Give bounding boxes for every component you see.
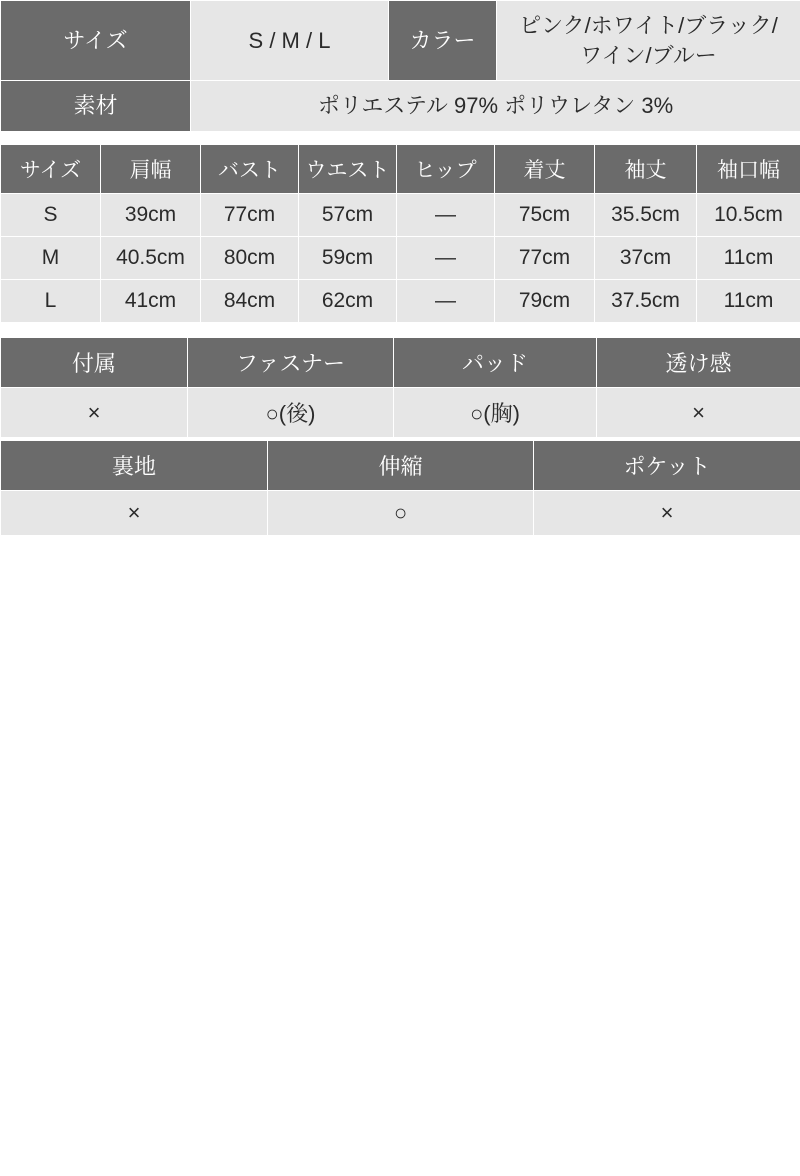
measurement-cell-sleeve: 37.5cm: [595, 280, 697, 323]
measurement-table: [0, 144, 800, 323]
measurement-cell-hip: ―: [397, 237, 495, 280]
attribute-value-pad: ○(胸): [394, 388, 597, 438]
spec-color-value: [497, 1, 800, 81]
attribute-value-stretch: ○: [268, 491, 534, 536]
attribute-value-lining: ×: [1, 491, 268, 536]
measurement-header-hip: ヒップ: [397, 145, 495, 194]
attribute-value-zipper: ○(後): [188, 388, 394, 438]
attribute-header-pad: パッド: [394, 338, 597, 388]
spec-size-value: S / M / L: [191, 1, 389, 81]
bottom-whitespace: [0, 536, 800, 1176]
measurement-cell-waist: 62cm: [299, 280, 397, 323]
spec-color-label: カラー: [389, 1, 497, 81]
table-row: [1, 280, 800, 323]
attribute-header-sheerness: 透け感: [597, 338, 800, 388]
spec-material-label: 素材: [1, 81, 191, 132]
spec-size-label: サイズ: [1, 1, 191, 81]
attribute-value-accessory: ×: [1, 388, 188, 438]
table-row: [1, 388, 800, 438]
measurement-header-cuff: 袖口幅: [697, 145, 800, 194]
measurement-cell-shoulder: 41cm: [101, 280, 201, 323]
attribute-value-pocket: ×: [534, 491, 800, 536]
spec-table: [0, 0, 800, 132]
table-header-row: [1, 145, 800, 194]
measurement-header-bust: バスト: [201, 145, 299, 194]
attributes-table: [0, 337, 800, 438]
measurement-cell-cuff: 10.5cm: [697, 194, 800, 237]
measurement-cell-bust: 80cm: [201, 237, 299, 280]
measurement-cell-size: L: [1, 280, 101, 323]
attribute-value-sheerness: ×: [597, 388, 800, 438]
table-row: [1, 81, 800, 132]
measurement-cell-size: M: [1, 237, 101, 280]
measurement-header-size: サイズ: [1, 145, 101, 194]
attributes-table-secondary: [0, 440, 800, 536]
measurement-cell-waist: 59cm: [299, 237, 397, 280]
measurement-header-sleeve: 袖丈: [595, 145, 697, 194]
table-header-row: [1, 338, 800, 388]
measurement-cell-hip: ―: [397, 194, 495, 237]
measurement-cell-length: 77cm: [495, 237, 595, 280]
table-row: [1, 237, 800, 280]
attribute-header-stretch: 伸縮: [268, 441, 534, 491]
spec-color-value-line1: ピンク/ホワイト/ブラック/: [519, 13, 778, 38]
measurement-cell-bust: 77cm: [201, 194, 299, 237]
attribute-header-zipper: ファスナー: [188, 338, 394, 388]
measurement-cell-hip: ―: [397, 280, 495, 323]
measurement-cell-shoulder: 39cm: [101, 194, 201, 237]
attribute-header-pocket: ポケット: [534, 441, 800, 491]
measurement-header-shoulder: 肩幅: [101, 145, 201, 194]
measurement-cell-cuff: 11cm: [697, 280, 800, 323]
spec-color-value-line2: ワイン/ブルー: [580, 43, 717, 68]
spec-material-value: ポリエステル 97% ポリウレタン 3%: [191, 81, 800, 132]
measurement-cell-sleeve: 37cm: [595, 237, 697, 280]
measurement-cell-length: 75cm: [495, 194, 595, 237]
measurement-cell-sleeve: 35.5cm: [595, 194, 697, 237]
measurement-cell-shoulder: 40.5cm: [101, 237, 201, 280]
table-row: [1, 194, 800, 237]
measurement-cell-waist: 57cm: [299, 194, 397, 237]
measurement-header-waist: ウエスト: [299, 145, 397, 194]
measurement-cell-cuff: 11cm: [697, 237, 800, 280]
table-row: [1, 491, 800, 536]
measurement-cell-length: 79cm: [495, 280, 595, 323]
measurement-header-length: 着丈: [495, 145, 595, 194]
table-row: [1, 1, 800, 81]
measurement-cell-size: S: [1, 194, 101, 237]
measurement-cell-bust: 84cm: [201, 280, 299, 323]
attribute-header-lining: 裏地: [1, 441, 268, 491]
attribute-header-accessory: 付属: [1, 338, 188, 388]
table-header-row: [1, 441, 800, 491]
